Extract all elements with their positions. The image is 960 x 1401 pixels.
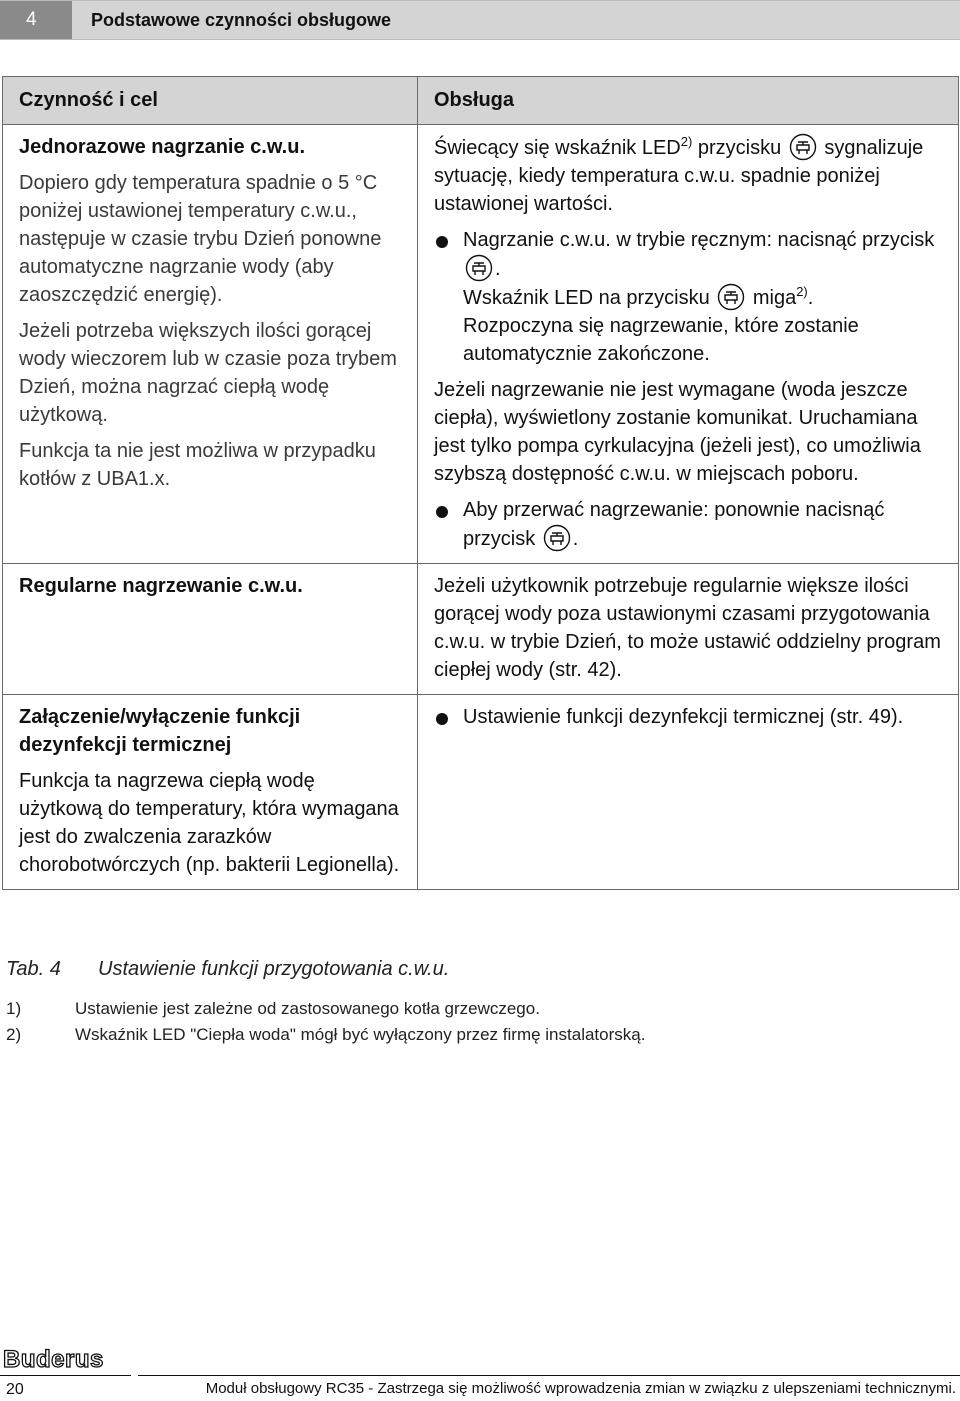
text-span: Wskaźnik LED na przycisku [463, 287, 716, 309]
text-span: . [807, 287, 814, 309]
table-row [3, 564, 959, 695]
bullet-icon [436, 506, 448, 518]
list-item [434, 226, 942, 368]
footnote-number: 1) [6, 999, 22, 1018]
row-disinfection-right [418, 695, 959, 890]
text-span: Aby przerwać nagrzewanie: ponownie nacisnąć przycisk [463, 499, 885, 550]
chapter-number: 4 [0, 1, 72, 39]
row-regular-heating-left [3, 564, 418, 695]
caption-label: Tab. 4 [6, 958, 61, 980]
text-span: miga [747, 287, 797, 309]
row-title: Regularne nagrzewanie c.w.u. [19, 575, 303, 597]
row-disinfection-left [3, 695, 418, 890]
table-row [3, 695, 959, 890]
text-span: przycisku [692, 137, 787, 159]
text-span: Ustawienie funkcji dezynfekcji termicznej (str. 49). [463, 706, 904, 728]
row-description: Funkcja ta nie jest możliwa w przypadku kotłów z UBA1.x. [19, 440, 376, 490]
text-span: Nagrzanie c.w.u. w trybie ręcznym: nacisnąć przycisk [463, 229, 935, 251]
footer-divider [0, 1375, 131, 1376]
row-one-time-heating-right [418, 125, 959, 564]
table-header-row [3, 77, 959, 125]
chapter-title: Podstawowe czynności obsługowe [91, 10, 392, 30]
row-title: Jednorazowe nagrzanie c.w.u. [19, 136, 305, 158]
footnote [6, 998, 645, 1024]
caption-text: Ustawienie funkcji przygotowania c.w.u. [98, 958, 450, 980]
text-span: Rozpoczyna się nagrzewanie, które zostanie automatycznie zakończone. [463, 315, 859, 365]
no-heating-description: Jeżeli nagrzewanie nie jest wymagane (woda jeszcze ciepła), wyświetlony zostanie komunikat. Uruchamiana jest tylko pompa cyrkulacyjna (jeżeli jest), co umożliwia szybszą dostępność c.w.u. w miejscach poboru. [434, 379, 921, 485]
footnote-ref: 2) [796, 284, 808, 299]
bullet-icon [436, 713, 448, 725]
page-header [0, 0, 960, 40]
row-description: Jeżeli użytkownik potrzebuje regularnie większe ilości gorącej wody poza ustawionymi czasami przygotowania c.w.u. w trybie Dzień, to może ustawić oddzielny program ciepłej wody (str. 42). [434, 575, 941, 681]
row-regular-heating-right [418, 564, 959, 695]
text-span: . [572, 528, 579, 550]
table-caption [6, 958, 449, 981]
led-description [434, 133, 942, 218]
settings-table [2, 76, 959, 890]
footnote-text: Wskaźnik LED "Ciepła woda" mógł być wyłączony przez firmę instalatorską. [75, 1025, 646, 1044]
list-item [434, 703, 942, 731]
text-span: Świecący się wskaźnik LED [434, 137, 681, 159]
bullet-icon [436, 236, 448, 248]
row-description: Jeżeli potrzeba większych ilości gorącej wody wieczorem lub w czasie poza trybem Dzień, można nagrzać ciepłą wodę użytkową. [19, 320, 397, 426]
row-one-time-heating-left [3, 125, 418, 564]
column-header-operation: Obsługa [418, 77, 959, 125]
row-title: Załączenie/wyłączenie funkcji dezynfekcji termicznej [19, 706, 301, 756]
footer-divider [138, 1375, 960, 1376]
footnotes [6, 998, 645, 1050]
footer-text: Moduł obsługowy RC35 - Zastrzega się możliwość wprowadzenia zmian w związku z ulepszeniami technicznymi. [205, 1380, 956, 1397]
footnote-text: Ustawienie jest zależne od zastosowanego kotła grzewczego. [75, 999, 540, 1018]
page-number: 20 [6, 1381, 24, 1398]
buderus-logo: Buderus [3, 1346, 104, 1373]
hot-water-tap-icon [789, 133, 817, 161]
list-item [434, 496, 942, 553]
row-description: Funkcja ta nagrzewa ciepłą wodę użytkową do temperatury, która wymagana jest do zwalczenia zarazków chorobotwórczych (np. bakterii Legionella). [19, 770, 400, 876]
text-span: . [495, 258, 501, 280]
table-row [3, 125, 959, 564]
row-description: Dopiero gdy temperatura spadnie o 5 °C poniżej ustawionej temperatury c.w.u., następuje w czasie trybu Dzień ponowne automatyczne nagrzanie wody (aby zaoszczędzić energię). [19, 172, 382, 306]
footnote-number: 2) [6, 1025, 22, 1044]
footnote-ref: 2) [680, 134, 693, 149]
footnote [6, 1024, 645, 1050]
column-header-activity: Czynność i cel [3, 77, 418, 125]
hot-water-tap-icon [717, 283, 745, 311]
hot-water-tap-icon [465, 254, 493, 282]
text-span: sygnalizuje sytuację, kiedy temperatura c.w.u. spadnie poniżej ustawionej wartości. [434, 137, 924, 215]
hot-water-tap-icon [543, 524, 571, 552]
